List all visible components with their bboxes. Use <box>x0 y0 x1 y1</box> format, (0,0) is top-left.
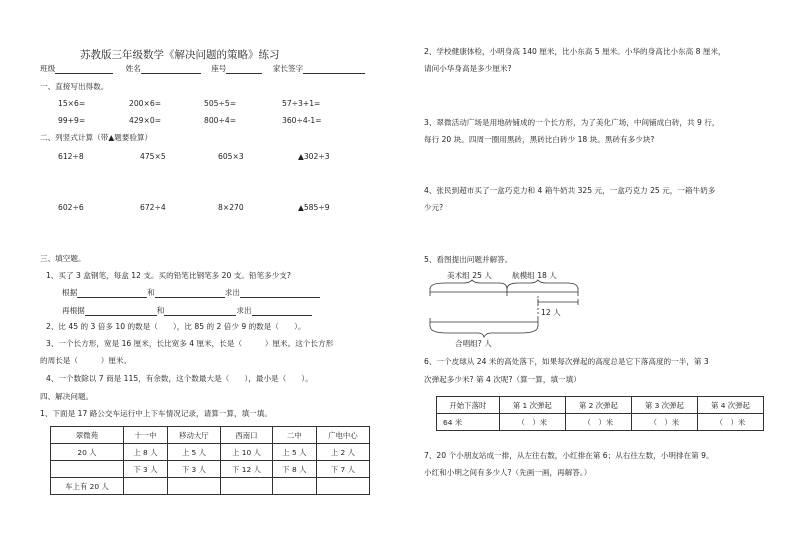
vertical-calc-item: 8×270 <box>218 203 244 212</box>
table-cell: 下 3 人 <box>167 461 220 478</box>
oral-calc-item: 15×6= <box>58 99 86 108</box>
oral-calc-item: 200×6= <box>129 99 162 108</box>
vertical-calc-item: 605×3 <box>218 152 244 161</box>
difference-bracket <box>538 299 578 305</box>
name-blank <box>141 65 201 74</box>
art-group-label: 美术组 25 人 <box>447 271 492 280</box>
oral-calc-item: 360÷4-1= <box>282 116 322 125</box>
table-cell: 上 8 人 <box>124 444 168 461</box>
table-cell: 开始下落时 <box>437 397 500 414</box>
table-cell[interactable] <box>316 478 369 495</box>
table-cell[interactable]: （ ）米 <box>499 414 565 431</box>
answer-blank[interactable] <box>85 307 157 316</box>
answer-blank[interactable] <box>240 289 320 298</box>
problem-2-text: 2、学校健康体检，小明身高 140 厘米，比小东高 5 厘米。小华的身高比小东高 8 厘米， <box>424 47 726 56</box>
table-cell: 翠微苑 <box>51 427 124 444</box>
table-cell: 第 3 次弹起 <box>631 397 697 414</box>
fill-question-3: 3、一个长方形，宽是 16 厘米，长比宽多 4 厘米，长是（ ）厘米。这个长方形 <box>46 339 334 348</box>
problem-7-text-cont: 小红和小明之间有多少人?（先画一画，再解答。） <box>424 468 592 477</box>
problem-6-text-cont: 次弹起多少米? 第 4 次呢?（算一算，填一填） <box>424 375 581 384</box>
answer-blank[interactable] <box>252 307 312 316</box>
problem-2-text-cont: 请问小华身高是多少厘米? <box>424 64 512 73</box>
parent-blank <box>303 65 365 74</box>
problem-6-text: 6、一个皮球从 24 米的高处落下，如果每次弹起的高度总是它下落高度的一半，第 3 <box>424 357 709 366</box>
parent-label: 家长签字 <box>272 64 304 73</box>
table-cell: 车上有 20 人 <box>51 478 124 495</box>
table-cell[interactable]: （ ）米 <box>697 414 763 431</box>
page-title: 苏教版三年级数学《解决问题的策略》练习 <box>80 49 280 61</box>
model-brace <box>507 280 578 289</box>
vertical-calc-item: ▲302÷3 <box>298 152 330 161</box>
class-label: 班级 <box>40 64 56 73</box>
table-cell: 上 5 人 <box>167 444 220 461</box>
oral-calc-item: 99+9= <box>58 116 86 125</box>
table-cell[interactable] <box>124 478 168 495</box>
table-cell: 20 人 <box>51 444 124 461</box>
seat-blank <box>226 65 262 74</box>
choir-brace <box>430 326 538 337</box>
vertical-calc-item: 612÷8 <box>58 152 84 161</box>
fill-question-1: 1、买了 3 盒钢笔，每盒 12 支。买的铅笔比钢笔多 20 支。铅笔多少支? <box>46 271 291 280</box>
table-cell[interactable] <box>221 478 273 495</box>
table-cell[interactable]: （ ）米 <box>565 414 631 431</box>
table-cell: 西南口 <box>221 427 273 444</box>
problem-3-text-cont: 每行 20 块。四周一圈用黑砖，黑砖比白砖少 18 块。黑砖有多少块? <box>424 135 655 144</box>
bounce-table <box>436 396 764 431</box>
student-info-row <box>40 64 365 74</box>
table-cell: 下 12 人 <box>221 461 273 478</box>
answer-blank[interactable] <box>155 289 225 298</box>
oral-calc-item: 800÷4= <box>204 116 237 125</box>
vertical-calc-item: ▲585÷9 <box>298 203 330 212</box>
table-cell <box>51 461 124 478</box>
problem-5-text: 5、看图提出问题并解答。 <box>424 255 513 264</box>
vertical-calc-item: 602÷6 <box>58 203 84 212</box>
vertical-calc-item: 475×5 <box>140 152 166 161</box>
section-1-heading: 一、直接写出得数。 <box>40 82 109 91</box>
fill-question-3-cont: 的周长是（ ）厘米。 <box>40 356 132 365</box>
answer-blank[interactable] <box>164 307 236 316</box>
section-2-heading: 二、列竖式计算（带▲题要验算） <box>40 133 153 142</box>
table-cell: 二中 <box>272 427 316 444</box>
table-cell: 上 10 人 <box>221 444 273 461</box>
table-cell: 第 1 次弹起 <box>499 397 565 414</box>
oral-calc-item: 57÷3+1= <box>282 99 321 108</box>
fill-line-1: 根据 和 求出 <box>62 288 320 298</box>
table-cell: 下 8 人 <box>272 461 316 478</box>
class-blank <box>55 65 113 74</box>
problem-7-text: 7、20 个小朋友站成一排，从左往右数，小红排在第 6；从右往左数，小明排在第 9。 <box>424 451 714 460</box>
art-brace <box>430 280 507 289</box>
name-label: 姓名 <box>125 64 141 73</box>
fill-question-4: 4、一个数除以 7 商是 115，有余数，这个数最大是（ ），最小是（ ）。 <box>46 374 313 383</box>
oral-calc-item: 505÷5= <box>204 99 237 108</box>
table-cell[interactable] <box>167 478 220 495</box>
difference-label: 12 人 <box>541 308 561 317</box>
table-cell: 64 米 <box>437 414 500 431</box>
table-cell: 下 3 人 <box>124 461 168 478</box>
table-cell: 十一中 <box>124 427 168 444</box>
table-cell: 下 7 人 <box>316 461 369 478</box>
table-cell: 广电中心 <box>316 427 369 444</box>
table-cell: 上 2 人 <box>316 444 369 461</box>
bus-table <box>50 426 370 495</box>
table-cell: 上 5 人 <box>272 444 316 461</box>
section-4-heading: 四、解决问题。 <box>40 392 94 401</box>
problem-4-text-cont: 少元? <box>424 203 444 212</box>
oral-calc-item: 429×0= <box>129 116 162 125</box>
fill-line-2: 再根据 和 求出 <box>62 306 312 316</box>
problem-4-text: 4、张民到超市买了一盒巧克力和 4 箱牛奶共 325 元，一盒巧克力 25 元，一箱牛奶多 <box>424 186 716 195</box>
table-cell: 第 4 次弹起 <box>697 397 763 414</box>
table-cell[interactable]: （ ）米 <box>631 414 697 431</box>
table-cell: 移动大厅 <box>167 427 220 444</box>
table-cell: 第 2 次弹起 <box>565 397 631 414</box>
choir-group-label: 合唱组? 人 <box>455 339 492 348</box>
section-3-heading: 三、填空题。 <box>40 254 86 263</box>
problem-3-text: 3、翠微活动广场是用地砖铺成的一个长方形，为了美化广场，中间铺成白砖，共 9 行， <box>424 118 720 127</box>
problem-1-text: 1、下面是 17 路公交车运行中上下车情况记录，请算一算，填一填。 <box>40 409 272 418</box>
fill-question-2: 2、比 45 的 3 倍多 10 的数是（ ），比 85 的 2 倍少 9 的数是（ ）。 <box>46 322 306 331</box>
answer-blank[interactable] <box>77 289 147 298</box>
vertical-calc-item: 672÷4 <box>140 203 166 212</box>
model-group-label: 航模组 18 人 <box>512 271 557 280</box>
table-cell[interactable] <box>272 478 316 495</box>
seat-label: 座号 <box>211 64 227 73</box>
